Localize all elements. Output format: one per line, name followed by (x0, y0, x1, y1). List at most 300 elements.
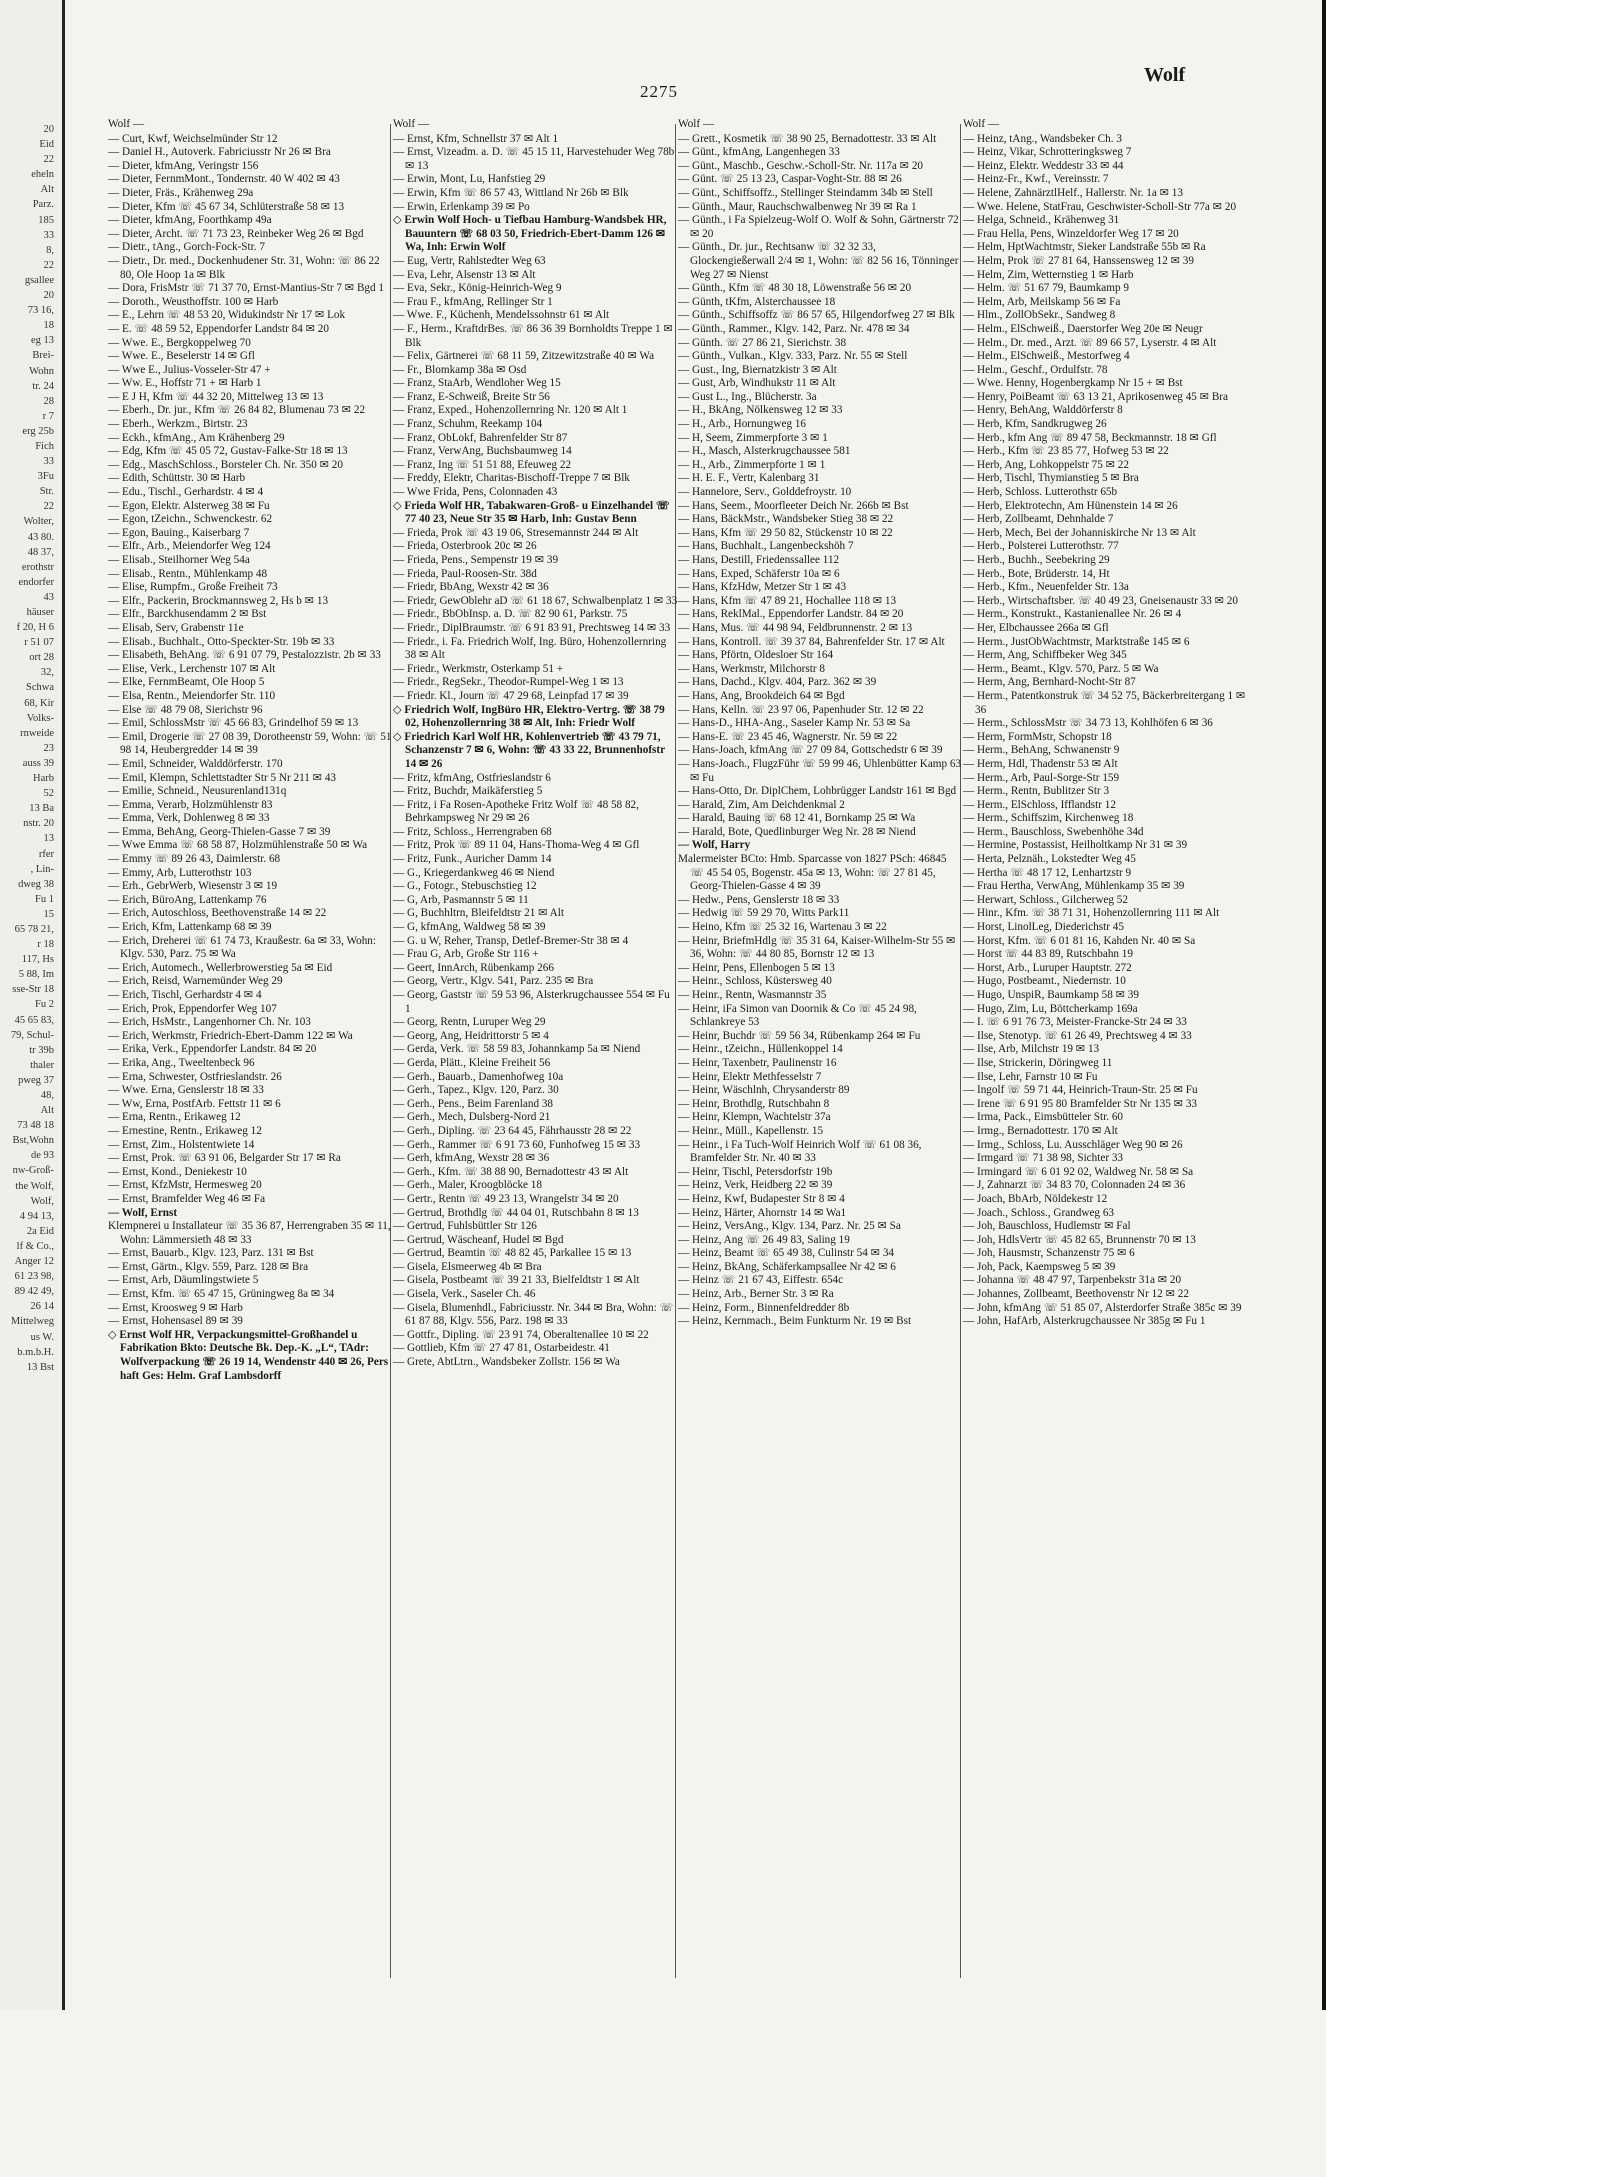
directory-entry: — Heinz ☏ 21 67 43, Eiffestr. 654c (678, 1274, 844, 1287)
directory-entry: — Herb., Polsterei Lutterothstr. 77 (963, 540, 1119, 553)
previous-page-fragments (0, 0, 62, 1375)
directory-entry: — Heino, Kfm ☏ 25 32 16, Wartenau 3 ✉ 22 (678, 921, 887, 934)
fragment-text: Fich (35, 440, 54, 452)
directory-entry: — Erich, Prok, Eppendorfer Weg 107 (108, 1002, 277, 1015)
directory-entry: — Edg., MaschSchloss., Borsteler Ch. Nr. 350 ✉ 20 (108, 458, 343, 471)
fragment-text: 20 (43, 290, 54, 302)
directory-entry: — Henry, BehAng, Walddörferstr 8 (963, 404, 1123, 417)
directory-entry: — Ernst, KfzMstr, Hermesweg 20 (108, 1179, 262, 1192)
directory-entry: — E., Lehrn ☏ 48 53 20, Widukindstr Nr 17 ✉ Lok (108, 309, 346, 322)
fragment-text: 13 Bst (26, 1361, 54, 1373)
fragment-text: häuser (26, 607, 54, 618)
directory-entry: — Felix, Gärtnerei ☏ 68 11 59, Zitzewitzstraße 40 ✉ Wa (393, 350, 655, 363)
fragment-text: Eid (39, 139, 54, 151)
directory-entry: — Helm. ☏ 51 67 79, Baumkamp 9 (963, 282, 1129, 295)
directory-entry: — Geert, InnArch, Rübenkamp 266 (393, 961, 554, 974)
directory-entry: — Freddy, Elektr, Charitas-Bischoff-Treppe 7 ✉ Blk (393, 472, 630, 485)
directory-entry: — Heinr., i Fa Tuch-Wolf Heinrich Wolf ☏ 61 08 36, Bramfelder Str. Nr. 40 ✉ 33 (678, 1138, 922, 1165)
directory-entry: — Hans, Kfm ☏ 47 89 21, Hochallee 118 ✉ 13 (678, 594, 897, 607)
directory-entry: — H., Arb., Hornungweg 16 (678, 418, 807, 431)
directory-entry: — Irma, Pack., Eimsbütteler Str. 60 (963, 1111, 1124, 1124)
fragment-text: 61 23 98, (14, 1271, 54, 1283)
directory-entry: — Hans, Pförtn, Oldesloer Str 164 (678, 649, 834, 662)
directory-entry: — Gerh., Kfm. ☏ 38 88 90, Bernadottestr 43 ✉ Alt (393, 1165, 629, 1178)
directory-entry: — Emma, Verarb, Holzmühlenstr 83 (108, 798, 273, 811)
directory-entry: — Günt. ☏ 25 13 23, Caspar-Voght-Str. 88 ✉ 26 (678, 173, 902, 186)
directory-entry: — Grett., Kosmetik ☏ 38 90 25, Bernadottestr. 33 ✉ Alt (678, 132, 937, 145)
directory-entry: — Heinz, Vikar, Schrotteringksweg 7 (963, 146, 1132, 159)
directory-entry: — Heinz, Kernmach., Beim Funkturm Nr. 19 ✉ Bst (678, 1315, 912, 1328)
directory-entry: — Heinz, tAng., Wandsbeker Ch. 3 (963, 132, 1122, 145)
directory-entry: — G., Kriegerdankweg 46 ✉ Niend (393, 866, 555, 879)
directory-entry: — Erna, Rentn., Erikaweg 12 (108, 1111, 241, 1124)
directory-entry: ◇ Erwin Wolf Hoch- u Tiefbau Hamburg-Wandsbek HR, Bauuntern ☏ 68 03 50, Friedrich-Ebert-Damm 126 ✉ Wa, Inh: Erwin Wolf (393, 214, 667, 254)
fragment-text: Brei- (32, 350, 54, 362)
fragment-text: 13 (43, 833, 54, 845)
fragment-text: 48 37, (27, 546, 54, 558)
directory-entry: — Dieter, kfmAng, Veringstr 156 (108, 159, 259, 172)
directory-entry: — Ernst, Arb, Däumlingstwiete 5 (108, 1274, 259, 1287)
directory-entry: — Erich, Tischl, Gerhardstr 4 ✉ 4 (108, 989, 262, 1001)
directory-entry: — Ilse, Stenotyp. ☏ 61 26 49, Prechtsweg 4 ✉ 33 (963, 1029, 1192, 1042)
directory-entry: — Eberh., Werkzm., Birtstr. 23 (108, 418, 248, 431)
directory-entry: — Elise, Verk., Lerchenstr 107 ✉ Alt (108, 662, 276, 675)
directory-entry: — Elke, FernmBeamt, Ole Hoop 5 (108, 676, 265, 689)
directory-entry: — Fritz, Funk., Auricher Damm 14 (393, 853, 552, 866)
directory-entry: — Dieter, Archt. ☏ 71 73 23, Reinbeker Weg 26 ✉ Bgd (108, 227, 364, 240)
fragment-text: 117, Hs (21, 954, 54, 966)
directory-entry: — Joh, Pack, Kaempsweg 5 ✉ 39 (963, 1260, 1116, 1273)
directory-entry: — Emil, SchlossMstr ☏ 45 66 83, Grindelhof 59 ✉ 13 (108, 717, 359, 730)
directory-entry: — Gerh., Dipling. ☏ 23 64 45, Fährhausstr 28 ✉ 22 (393, 1124, 632, 1137)
fragment-text: us W. (30, 1331, 54, 1343)
directory-entry: — Gertr., Rentn ☏ 49 23 13, Wrangelstr 34 ✉ 20 (393, 1192, 619, 1205)
directory-entry: — Horst, Arb., Luruper Hauptstr. 272 (963, 961, 1132, 974)
directory-entry: — Ernst, Zim., Holstentwiete 14 (108, 1138, 255, 1151)
directory-entry: — Herm., Konstrukt., Kastanienallee Nr. 26 ✉ 4 (963, 608, 1182, 621)
directory-entry: — Herm., JustObWachtmstr, Marktstraße 145 ✉ 6 (963, 635, 1190, 648)
directory-entry: — Erna, Schwester, Ostfrieslandstr. 26 (108, 1070, 282, 1083)
fragment-text: b.m.b.H. (17, 1346, 54, 1358)
directory-entry: — Grete, AbtLtrn., Wandsbeker Zollstr. 156 ✉ Wa (393, 1356, 620, 1369)
directory-entry: — Johanna ☏ 48 47 97, Tarpenbekstr 31a ✉ 20 (963, 1274, 1182, 1287)
directory-entry: — Joh, Hausmstr, Schanzenstr 75 ✉ 6 (963, 1247, 1135, 1260)
previous-page-edge (0, 0, 65, 2010)
directory-entry: — Heinr, Buchdr ☏ 59 56 34, Rübenkamp 264 ✉ Fu (678, 1029, 921, 1042)
directory-entry: — Herwart, Schloss., Gilcherweg 52 (963, 893, 1128, 906)
fragment-text: 89 42 49, (14, 1286, 54, 1298)
directory-entry: — G, kfmAng, Waldweg 58 ✉ 39 (393, 921, 546, 934)
directory-entry: — Günt., Schiffsoffz., Stellinger Steindamm 34b ✉ Stell (678, 186, 933, 199)
fragment-text: r 51 07 (24, 637, 54, 649)
fragment-text: 52 (43, 788, 54, 800)
fragment-text: 20 (43, 124, 54, 135)
directory-entry: — Heinr, Elektr Methfesselstr 7 (678, 1070, 822, 1083)
directory-entry: — Herb., Kfm ☏ 23 85 77, Hofweg 53 ✉ 22 (963, 445, 1169, 458)
directory-entry: — Franz, ObLokf, Bahrenfelder Str 87 (393, 431, 568, 444)
directory-entry: — Erwin, Kfm ☏ 86 57 43, Wittland Nr 26b ✉ Blk (393, 186, 629, 199)
column-head: Wolf — (108, 118, 145, 130)
directory-entry: — E. ☏ 48 59 52, Eppendorfer Landstr 84 ✉ 20 (108, 322, 329, 335)
directory-entry: — Herb, Mech, Bei der Johanniskirche Nr 13 ✉ Alt (963, 526, 1196, 539)
directory-entry: — Gertrud, Fuhlsbüttler Str 126 (393, 1220, 537, 1233)
directory-entry: — J, Zahnarzt ☏ 34 83 70, Colonnaden 24 ✉ 36 (963, 1179, 1186, 1192)
directory-entry: — Heinr, Pens, Ellenbogen 5 ✉ 13 (678, 961, 835, 974)
directory-entry: — Hans, Kfm ☏ 29 50 82, Stückenstr 10 ✉ 22 (678, 526, 893, 539)
fragment-text: 33 (43, 456, 54, 468)
directory-entry: — Joh, HdlsVertr ☏ 45 82 65, Brunnenstr 70 ✉ 13 (963, 1233, 1196, 1246)
directory-entry: — Dieter, Fräs., Krähenweg 29a (108, 186, 254, 199)
fragment-text: 4 94 13, (19, 1210, 54, 1222)
directory-entry: — Helm, HptWachtmstr, Sieker Landstraße 55b ✉ Ra (963, 241, 1206, 254)
directory-entry: — Heinr, BriefmHdlg ☏ 35 31 64, Kaiser-Wilhelm-Str 55 ✉ 36, Wohn: ☏ 44 80 85, Bornstr 12 ✉ 13 (678, 934, 956, 961)
directory-entry: — Wolf, Ernst (108, 1206, 178, 1219)
directory-entry: — Dora, FrisMstr ☏ 71 37 70, Ernst-Mantius-Str 7 ✉ Bgd 1 (108, 282, 385, 295)
fragment-text: 23 (43, 742, 54, 754)
directory-entry: — Franz, E-Schweiß, Breite Str 56 (393, 390, 550, 403)
directory-entry: — Hans-E. ☏ 23 45 46, Wagnerstr. Nr. 59 ✉ 22 (678, 730, 898, 743)
fragment-text: 18 (43, 320, 54, 332)
fragment-text: 185 (38, 214, 54, 226)
directory-entry: — Ilse, Lehr, Farnstr 10 ✉ Fu (963, 1070, 1098, 1083)
fragment-text: nw-Groß- (12, 1165, 54, 1177)
directory-entry: — Friedr., DiplBraumstr. ☏ 6 91 83 91, Prechtsweg 14 ✉ 33 (393, 621, 671, 634)
directory-entry: — Günt., Maschb., Geschw.-Scholl-Str. Nr. 117a ✉ 20 (678, 159, 924, 172)
blank-margin (1326, 0, 1600, 2177)
directory-entry: — Eckh., kfmAng., Am Krähenberg 29 (108, 431, 285, 444)
directory-entry: — Heinr, iFa Simon van Doornik & Co ☏ 45 24 98, Schlankreye 53 (678, 1002, 917, 1029)
fragment-text: r 18 (37, 939, 54, 951)
directory-entry: — Egon, Bauing., Kaiserbarg 7 (108, 526, 250, 539)
directory-entry: — Gust, Arb, Windhukstr 11 ✉ Alt (678, 377, 836, 390)
fragment-text: 73 48 18 (17, 1120, 54, 1132)
directory-entry: — Erich, Dreherei ☏ 61 74 73, Kraußestr. 6a ✉ 33, Wohn: Klgv. 530, Parz. 75 ✉ Wa (108, 934, 377, 961)
directory-entry: — Erich, Automech., Wellerbrowerstieg 5a ✉ Eid (108, 961, 333, 974)
directory-entry: Klempnerei u Installateur ☏ 35 36 87, Herrengraben 35 ✉ 11, Wohn: Lämmersieth 48 ✉ 33 (108, 1220, 391, 1246)
fragment-text: eg 13 (30, 335, 54, 347)
directory-entry: — Gertrud, Wäscheanf, Hudel ✉ Bgd (393, 1233, 564, 1246)
fragment-text: 48, (40, 1090, 54, 1101)
directory-entry: — Frau Hertha, VerwAng, Mühlenkamp 35 ✉ 39 (963, 880, 1185, 893)
directory-entry: — Egon, Elektr. Alsterweg 38 ✉ Fu (108, 499, 270, 512)
directory-entry: — Heinz, Ang ☏ 26 49 83, Saling 19 (678, 1233, 850, 1246)
directory-entry: — Harald, Bote, Quedlinburger Weg Nr. 28 ✉ Niend (678, 825, 916, 838)
directory-entry: — H., Masch, Alsterkrugchaussee 581 (678, 445, 851, 458)
fragment-text: Alt (40, 1105, 54, 1117)
directory-entry: — Gerh, kfmAng, Wexstr 28 ✉ 36 (393, 1152, 550, 1165)
directory-entry: — Fritz, kfmAng, Ostfrieslandstr 6 (393, 771, 551, 784)
directory-entry: — Ww, Erna, PostfArb. Fettstr 11 ✉ 6 (108, 1097, 281, 1110)
directory-entry: — Heinz, Kwf, Budapester Str 8 ✉ 4 (678, 1192, 845, 1205)
directory-entry: — Frieda, Paul-Roosen-Str. 38d (393, 567, 537, 580)
directory-entry: — Georg, Vertr., Klgv. 541, Parz. 235 ✉ Bra (393, 975, 594, 988)
directory-entry: — Fritz, i Fa Rosen-Apotheke Fritz Wolf ☏ 48 58 82, Behrkampsweg Nr 29 ✉ 26 (393, 798, 639, 825)
directory-entry: — Hermine, Postassist, Heilholtkamp Nr 31 ✉ 39 (963, 839, 1188, 852)
fragment-text: 2a Eid (26, 1225, 54, 1237)
fragment-text: Wohn (29, 365, 54, 377)
fragment-text: thaler (30, 1059, 54, 1071)
directory-entry: — Hans-D., HHA-Ang., Saseler Kamp Nr. 53 ✉ Sa (678, 717, 911, 730)
fragment-text: 45 65 83, (14, 1014, 54, 1026)
directory-entry: — Hedwig ☏ 59 29 70, Witts Park11 (678, 907, 850, 920)
fragment-text: Schwa (26, 682, 54, 694)
directory-entry: — Eva, Lehr, Alsenstr 13 ✉ Alt (393, 268, 536, 281)
directory-entry: — Hans, ReklMal., Eppendorfer Landstr. 84 ✉ 20 (678, 608, 904, 621)
directory-entry: — Elfr., Arb., Meiendorfer Weg 124 (108, 540, 271, 553)
fragment-text: auss 39 (22, 757, 54, 769)
fragment-text: dweg 38 (18, 878, 54, 890)
directory-entry: — Ernst, Bauarb., Klgv. 123, Parz. 131 ✉ Bst (108, 1247, 314, 1260)
directory-entry: — Helga, Schneid., Krähenweg 31 (963, 214, 1120, 227)
directory-entry: — Günth., Kfm ☏ 48 30 18, Löwenstraße 56 ✉ 20 (678, 282, 912, 295)
directory-entry: — Erich, Werkmstr, Friedrich-Ebert-Damm 122 ✉ Wa (108, 1029, 353, 1042)
directory-entry: — Erwin, Erlenkamp 39 ✉ Po (393, 200, 530, 213)
directory-entry: — Herb, Kfm, Sandkrugweg 26 (963, 418, 1107, 431)
directory-entry: — Helm, Zim, Wetternstieg 1 ✉ Harb (963, 268, 1134, 281)
fragment-text: 15 (43, 908, 54, 920)
directory-entry: — Ww. E., Hoffstr 71 + ✉ Harb 1 (108, 377, 262, 390)
directory-entry: — Frau G, Arb, Große Str 116 + (393, 948, 539, 961)
directory-entry: — Hans, BäckMstr., Wandsbeker Stieg 38 ✉ 22 (678, 513, 894, 526)
directory-entry: — Gisela, Postbeamt ☏ 39 21 33, Bielfeldtstr 1 ✉ Alt (393, 1274, 640, 1287)
column-head: Wolf — (963, 118, 1000, 130)
fragment-text: Fu 2 (35, 999, 54, 1011)
directory-entry: — Edith, Schüttstr. 30 ✉ Harb (108, 472, 246, 485)
directory-entry: — Eberh., Dr. jur., Kfm ☏ 26 84 82, Blumenau 73 ✉ 22 (108, 404, 366, 417)
directory-entry: — Doroth., Weusthoffstr. 100 ✉ Harb (108, 295, 279, 308)
directory-entry: — Emmy, Arb, Lutterothstr 103 (108, 866, 252, 879)
column-head: Wolf — (393, 118, 430, 130)
directory-entry: — Wwe Frida, Pens, Colonnaden 43 (393, 486, 558, 499)
directory-entry: — Heinr., tZeichn., Hüllenkoppel 14 (678, 1043, 843, 1056)
directory-entry: — Fritz, Prok ☏ 89 11 04, Hans-Thoma-Weg 4 ✉ Gfl (393, 839, 640, 852)
directory-entry: — Herm, FormMstr, Schopstr 18 (963, 730, 1112, 743)
directory-entry: — Elisab., Buchhalt., Otto-Speckter-Str. 19b ✉ 33 (108, 635, 335, 648)
directory-entry: — Johannes, Zollbeamt, Beethovenstr Nr 12 ✉ 22 (963, 1288, 1189, 1301)
fragment-text: 43 80. (27, 531, 54, 543)
directory-entry: — Wwe. E., Bergkoppelweg 70 (108, 336, 251, 349)
directory-entry: — Fritz, Schloss., Herrengraben 68 (393, 825, 552, 838)
directory-entry: — Franz, StaArb, Wendloher Weg 15 (393, 377, 561, 390)
directory-entry: — Ernst, Kfm. ☏ 65 47 15, Grüningweg 8a ✉ 34 (108, 1288, 335, 1301)
directory-entry: — Eva, Sekr., König-Heinrich-Weg 9 (393, 282, 562, 295)
fragment-text: Anger 12 (14, 1256, 54, 1268)
directory-entry: — Heinr., Müll., Kapellenstr. 15 (678, 1124, 824, 1137)
directory-entry: — Horst ☏ 44 83 89, Rutschbahn 19 (963, 948, 1133, 961)
page-number: 2275 (640, 82, 678, 101)
directory-entry: — Günth., Schiffsoffz ☏ 86 57 65, Hilgendorfweg 27 ✉ Blk (678, 309, 955, 322)
directory-entry: — Hans, KfzHdw, Metzer Str 1 ✉ 43 (678, 581, 847, 594)
fragment-text: rnweide (20, 727, 54, 739)
directory-entry: — Ernestine, Rentn., Erikaweg 12 (108, 1124, 262, 1137)
directory-entry: — Dietr., tAng., Gorch-Fock-Str. 7 (108, 241, 265, 254)
directory-entry: — Heinr, Brothdlg, Rutschbahn 8 (678, 1097, 830, 1110)
directory-entry: — Friedr., RegSekr., Theodor-Rumpel-Weg 1 ✉ 13 (393, 676, 624, 689)
directory-entry: — Ernst, Kfm, Schnellstr 37 ✉ Alt 1 (393, 132, 559, 145)
directory-entry: — Herb, Tischl, Thymianstieg 5 ✉ Bra (963, 472, 1139, 485)
directory-entry: — Franz, Ing ☏ 51 51 88, Efeuweg 22 (393, 458, 572, 471)
directory-entry: — Ernst, Kond., Deniekestr 10 (108, 1165, 247, 1178)
fragment-text: ort 28 (29, 652, 54, 664)
directory-entry: — Harald, Bauing ☏ 68 12 41, Bornkamp 25 ✉ Wa (678, 812, 916, 825)
directory-entry: — Frieda, Prok ☏ 43 19 06, Stresemannstr 244 ✉ Alt (393, 526, 639, 539)
directory-entry: ◇ Friedrich Karl Wolf HR, Kohlenvertrieb ☏ 43 79 71, Schanzenstr 7 ✉ 6, Wohn: ☏ 43 33 22, Brunnenhofstr 14 ✉ 26 (393, 730, 665, 770)
directory-entry: — G, Arb, Pasmannstr 5 ✉ 11 (393, 893, 529, 906)
fragment-text: the Wolf, (15, 1180, 54, 1192)
directory-entry: — Erich, Kfm, Lattenkamp 68 ✉ 39 (108, 921, 272, 934)
directory-entry: — Elsa, Rentn., Meiendorfer Str. 110 (108, 689, 276, 702)
directory-entry: — Herb, Schloss. Lutterothstr 65b (963, 486, 1118, 499)
directory-entry: — Erich, Reisd, Warnemünder Weg 29 (108, 975, 283, 988)
directory-entry: — Wwe. Erna, Genslerstr 18 ✉ 33 (108, 1084, 264, 1097)
directory-entry: — Gerh., Rammer ☏ 6 91 73 60, Funhofweg 15 ✉ 33 (393, 1138, 641, 1151)
directory-entry: — Hannelore, Serv., Golddefroystr. 10 (678, 486, 852, 499)
fragment-text: Wolf, (30, 1195, 54, 1207)
directory-entry: — Helene, ZahnärztlHelf., Hallerstr. Nr. 1a ✉ 13 (963, 186, 1183, 199)
fragment-text: Alt (40, 184, 54, 196)
fragment-text: 22 (43, 501, 54, 513)
directory-entry: — Friedr, GewOblehr aD ☏ 61 18 67, Schwalbenplatz 1 ✉ 33 (393, 594, 678, 607)
fragment-text: 22 (43, 259, 54, 271)
directory-entry: — Ernst, Prok. ☏ 63 91 06, Belgarder Str 17 ✉ Ra (108, 1152, 341, 1165)
directory-entry: — Wwe. Helene, StatFrau, Geschwister-Scholl-Str 77a ✉ 20 (963, 200, 1237, 213)
directory-entry: — Hans-Otto, Dr. DiplChem, Lohbrügger Landstr 161 ✉ Bgd (678, 785, 957, 798)
directory-entry: — Heinz-Fr., Kwf., Vereinsstr. 7 (963, 173, 1109, 186)
directory-entry: — Friedr, BbAng, Wexstr 42 ✉ 36 (393, 581, 549, 594)
directory-entry: — Georg, Ang, Heidrittorstr 5 ✉ 4 (393, 1029, 549, 1042)
directory-entry: — Günt., kfmAng, Langenhegen 33 (678, 146, 840, 159)
directory-entry: — E J H, Kfm ☏ 44 32 20, Mittelweg 13 ✉ 13 (108, 390, 324, 403)
directory-entry: — Gisela, Elsmeerweg 4b ✉ Bra (393, 1260, 542, 1273)
directory-entry: — Wwe. E., Beselerstr 14 ✉ Gfl (108, 350, 255, 363)
directory-entry: — Friedr. Kl., Journ ☏ 47 29 68, Leinpfad 17 ✉ 39 (393, 689, 629, 702)
directory-entry: — Friedr., Werkmstr, Osterkamp 51 + (393, 662, 564, 675)
directory-entry: — Joh, Bauschloss, Hudlemstr ✉ Fal (963, 1220, 1131, 1233)
directory-entry: Malermeister BCto: Hmb. Sparcasse von 1827 PSch: 46845 ☏ 45 54 05, Bogenstr. 45a ✉ 13, Wohn: ☏ 27 81 45, Georg-Thielen-Gasse 4 ✉ 39 (678, 853, 947, 893)
directory-entry: — Ernst, Vizeadm. a. D. ☏ 45 15 11, Harvestehuder Weg 78b ✉ 13 (393, 146, 675, 172)
directory-entry: — Heinr, Wäschlnh, Chrysanderstr 89 (678, 1084, 850, 1097)
directory-entry: — Hans, Werkmstr, Milchorstr 8 (678, 662, 825, 675)
directory-entry: — Emma, Verk, Dohlenweg 8 ✉ 33 (108, 812, 270, 825)
directory-entry: — Herb., Buchh., Seebekring 29 (963, 554, 1110, 566)
directory-entry: — Gisela, Verk., Saseler Ch. 46 (393, 1288, 536, 1301)
directory-entry: — Elisab., Rentn., Mühlenkamp 48 (108, 567, 268, 580)
fragment-text: 13 Ba (29, 803, 54, 815)
fragment-text: rfer (38, 848, 54, 860)
directory-entry: — H. E. F., Vertr, Kalenbarg 31 (678, 472, 820, 485)
directory-entry: — Helm, Arb, Meilskamp 56 ✉ Fa (963, 295, 1121, 308)
directory-entry: — Emil, Klempn, Schlettstadter Str 5 Nr 211 ✉ 43 (108, 771, 337, 784)
directory-entry: — Gerh., Maler, Kroogblöcke 18 (393, 1179, 542, 1192)
directory-entry: — Fr., Blomkamp 38a ✉ Osd (393, 363, 527, 376)
fragment-text: Fu 1 (35, 893, 54, 905)
directory-entry: — Herm., ElSchloss, Ifflandstr 12 (963, 798, 1116, 811)
directory-entry: — Hans, Buchhalt., Langenbeckshöh 7 (678, 540, 854, 553)
fragment-text: 65 78 21, (14, 923, 54, 935)
fragment-text: 73 16, (27, 305, 54, 317)
directory-entry: — Herb., Bote, Brüderstr. 14, Ht (963, 567, 1110, 580)
directory-entry: — Günth., Vulkan., Klgv. 333, Parz. Nr. 55 ✉ Stell (678, 350, 908, 363)
directory-entry: ◇ Friedrich Wolf, IngBüro HR, Elektro-Vertrg. ☏ 38 79 02, Hohenzollernring 38 ✉ Alt, Inh: Friedr Wolf (393, 703, 665, 730)
directory-entry: — Gerh., Tapez., Klgv. 120, Parz. 30 (393, 1084, 559, 1097)
directory-entry: — G, Buchhltrn, Bleifeldtstr 21 ✉ Alt (393, 907, 564, 920)
directory-entry: — G. u W, Reher, Transp, Detlef-Bremer-Str 38 ✉ 4 (393, 934, 629, 947)
directory-entry: — Horst, LinolLeg, Diederichstr 45 (963, 921, 1124, 934)
directory-entry: — H., Arb., Zimmerpforte 1 ✉ 1 (678, 458, 826, 471)
directory-entry: — Gerh., Pens., Beim Farenland 38 (393, 1097, 554, 1110)
directory-entry: — Else ☏ 48 79 08, Sierichstr 96 (108, 703, 263, 716)
directory-entry: — Helm., ElSchweiß., Daerstorfer Weg 20e ✉ Neugr (963, 322, 1203, 335)
fragment-text: 43 (43, 591, 54, 603)
directory-entry: — Emmy ☏ 89 26 43, Daimlerstr. 68 (108, 853, 281, 866)
fragment-text: 22 (43, 154, 54, 166)
directory-entry: — Hugo, UnspiR, Baumkamp 58 ✉ 39 (963, 989, 1139, 1001)
directory-entry: — Günth., Maur, Rauchschwalbenweg Nr 39 ✉ Ra 1 (678, 200, 917, 213)
fragment-text: de 93 (30, 1150, 54, 1162)
directory-entry: — Hans, Kontroll. ☏ 39 37 84, Bahrenfelder Str. 17 ✉ Alt (678, 635, 945, 648)
directory-entry: — Wwe E., Julius-Vosseler-Str 47 + (108, 363, 271, 376)
directory-entry: — Ilse, Arb, Milchstr 19 ✉ 13 (963, 1043, 1100, 1056)
directory-entry: — Hugo, Postbeamt., Niedernstr. 10 (963, 975, 1126, 988)
directory-entry: — Elfr., Packerin, Brockmannsweg 2, Hs b ✉ 13 (108, 594, 329, 607)
fragment-text: tr. 24 (32, 380, 54, 392)
fragment-text: Parz. (32, 199, 54, 211)
directory-entry: — Erich, HsMstr., Langenhorner Ch. Nr. 103 (108, 1016, 311, 1029)
directory-entry: — Ernst, Gärtn., Klgv. 559, Parz. 128 ✉ Bra (108, 1260, 309, 1273)
directory-entry: — Dieter, Kfm ☏ 45 67 34, Schlüterstraße 58 ✉ 13 (108, 200, 345, 213)
directory-entry: — Günth., Dr. jur., Rechtsanw ☏ 32 32 33, Glockengießerwall 2/4 ✉ 1, Wohn: ☏ 82 56 16, Tönninger Weg 27 ✉ Nienst (678, 241, 959, 281)
directory-entry: — Emil, Schneider, Walddörferstr. 170 (108, 757, 283, 770)
directory-entry: — Herb., Kfm., Neuenfelder Str. 13a (963, 581, 1129, 594)
directory-entry: — Hinr., Kfm. ☏ 38 71 31, Hohenzollernring 111 ✉ Alt (963, 907, 1220, 920)
directory-entry: — Irmg., Bernadottestr. 170 ✉ Alt (963, 1124, 1118, 1137)
directory-entry: — Elisabeth, BehAng. ☏ 6 91 07 79, Pestalozzistr. 2b ✉ 33 (108, 649, 381, 662)
directory-entry: — Herm., Bauschloss, Swebenhöhe 34d (963, 825, 1144, 838)
directory-entry: — Hedw., Pens, Genslerstr 18 ✉ 33 (678, 893, 840, 906)
directory-entry: — Georg, Gaststr ☏ 59 53 96, Alsterkrugchaussee 554 ✉ Fu 1 (393, 989, 670, 1015)
directory-entry: — Edg, Kfm ☏ 45 05 72, Gustav-Falke-Str 18 ✉ 13 (108, 445, 348, 458)
fragment-text: erothstr (21, 561, 54, 573)
fragment-text: f 20, H 6 (16, 622, 54, 634)
fragment-text: nstr. 20 (23, 818, 54, 830)
fragment-text: pweg 37 (18, 1074, 54, 1086)
directory-entry: — Heinz, Beamt ☏ 65 49 38, Culinstr 54 ✉ 34 (678, 1247, 895, 1260)
fragment-text: r 7 (42, 410, 54, 422)
directory-entry: — Hans, Dachd., Klgv. 404, Parz. 362 ✉ 39 (678, 676, 877, 689)
fragment-text: 8, (46, 244, 54, 256)
directory-entry: — Edu., Tischl., Gerhardstr. 4 ✉ 4 (108, 486, 264, 499)
directory-entry: — Ernst, Kroosweg 9 ✉ Harb (108, 1301, 243, 1314)
directory-entry: — Wwe. F., Küchenh, Mendelssohnstr 61 ✉ Alt (393, 309, 610, 322)
directory-entry: — I. ☏ 6 91 76 73, Meister-Francke-Str 24 ✉ 33 (963, 1016, 1187, 1029)
directory-entry: — Emilie, Schneid., Neusurenland131q (108, 785, 287, 798)
directory-entry: — John, kfmAng ☏ 51 85 07, Alsterdorfer Straße 385c ✉ 39 (963, 1301, 1242, 1314)
column-head: Wolf — (678, 118, 715, 130)
directory-entry: — Gust., Ing, Biernatzkistr 3 ✉ Alt (678, 363, 837, 376)
directory-entry: — Herm., BehAng, Schwanenstr 9 (963, 744, 1120, 757)
directory-entry: — Dieter, FernmMont., Tondernstr. 40 W 402 ✉ 43 (108, 173, 340, 186)
fragment-text: eheln (31, 169, 54, 181)
directory-entry: — Horst, Kfm. ☏ 6 01 81 16, Kahden Nr. 40 ✉ Sa (963, 934, 1196, 947)
directory-entry: — Elisab, Serv, Grabenstr 11e (108, 621, 244, 634)
directory-entry: — Gerh., Mech, Dulsberg-Nord 21 (393, 1111, 551, 1124)
running-head: Wolf (1144, 64, 1186, 86)
directory-entry: — Henry, PoiBeamt ☏ 63 13 21, Aprikosenweg 45 ✉ Bra (963, 390, 1229, 403)
directory-entry: — Herm., SchlossMstr ☏ 34 73 13, Kohlhöfen 6 ✉ 36 (963, 717, 1213, 730)
fragment-text: Volks- (26, 712, 54, 724)
directory-entry: — Gust L., Ing., Blücherstr. 3a (678, 390, 817, 403)
directory-entry: — Elise, Rumpfm., Große Freiheit 73 (108, 581, 278, 594)
